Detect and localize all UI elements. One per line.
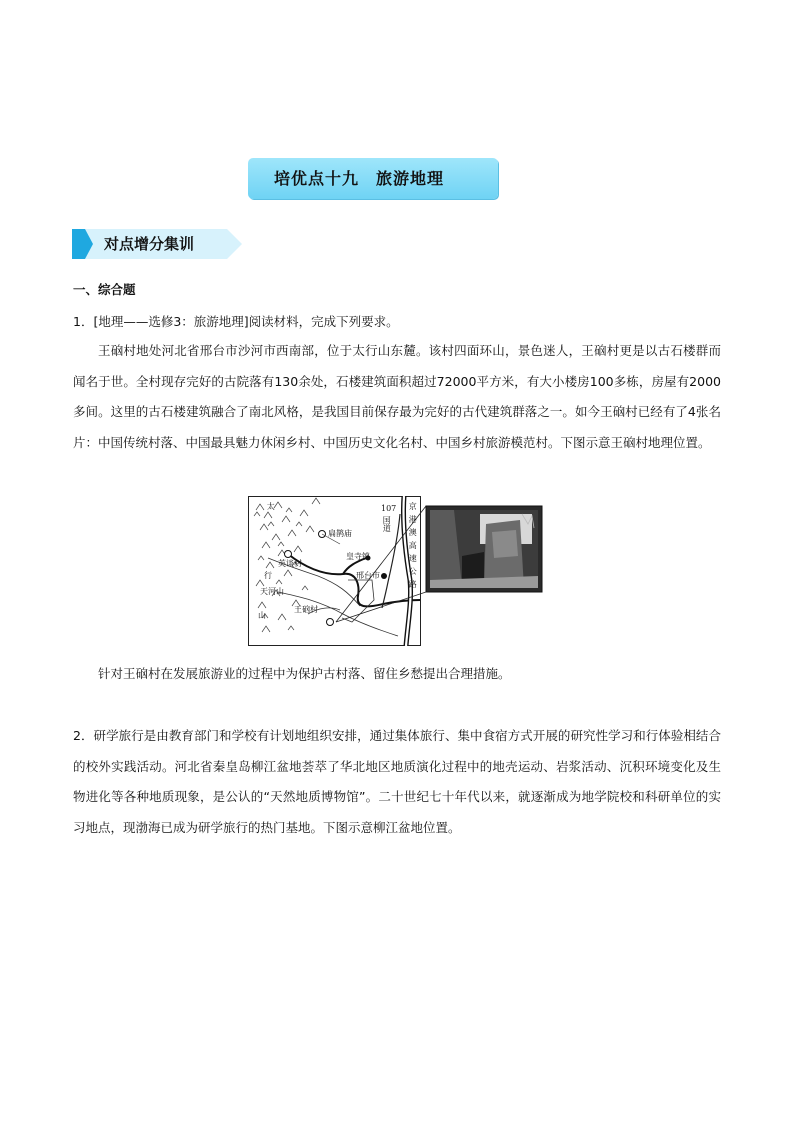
map-label-taihang-3: 山 (258, 611, 266, 620)
page-title: 培优点十九 旅游地理 (248, 158, 498, 199)
map-label-taihang-2: 行 (264, 571, 272, 580)
question-1-material: 王硇村地处河北省邢台市沙河市西南部，位于太行山东麓。该村四面环山，景色迷人，王硇村更是以古石楼群而闻名于世。全村现存完好的古院落有130余处，石楼建筑面积超过72000平方米，有大小楼房100多栋，房屋有2000多间。这里的古石楼建筑融合了南北风格，是我国目前保存最为完好的古代建筑群落之一。如今王硇村已经有了4张名片：中国传统村落、中国最具魅力休闲乡村、中国历史文化名村、中国乡村旅游模范村。下图示意王硇村地理位置。 (73, 343, 721, 450)
map-label-wangnao-village: 王硇村 (294, 605, 318, 614)
map-label-expressway: 京港澳高速公路 (408, 502, 418, 593)
village-photo (426, 506, 542, 592)
question-1-prompt: 1．[地理——选修3：旅游地理]阅读材料，完成下列要求。 (73, 314, 399, 329)
map-graphic (248, 496, 546, 646)
map-label-yingtan-village: 英谈村 (278, 559, 302, 568)
map-label-national-road: 国道 (382, 516, 392, 532)
location-map-figure (248, 496, 546, 646)
map-label-taihang-1: 太 (266, 502, 276, 510)
map-label-tianhe-mountain: 天河山 (260, 587, 284, 596)
map-label-xingtai-city: 邢台市 (356, 571, 380, 580)
section-header (72, 229, 242, 259)
section-title: 对点增分集训 (104, 235, 195, 253)
map-label-huangsi-town: 皇寺镇 (346, 552, 370, 561)
subheading: 一、综合题 (73, 282, 136, 297)
map-label-road-107: 107 (381, 504, 397, 513)
question-1-task: 针对王硇村在发展旅游业的过程中为保护古村落、留住乡愁提出合理措施。 (98, 666, 511, 681)
map-label-bianque-temple: 扁鹊庙 (328, 529, 352, 538)
question-2-material: 2．研学旅行是由教育部门和学校有计划地组织安排，通过集体旅行、集中食宿方式开展的研究性学习和行体验相结合的校外实践活动。河北省秦皇岛柳江盆地荟萃了华北地区地质演化过程中的地壳运动、岩浆活动、沉积环境变化及生物进化等各种地质现象，是公认的“天然地质博物馆”。二十世纪七十年代以来，就逐渐成为地学院校和科研单位的实习地点，现渤海已成为研学旅行的热门基地。下图示意柳江盆地位置。 (73, 728, 721, 835)
